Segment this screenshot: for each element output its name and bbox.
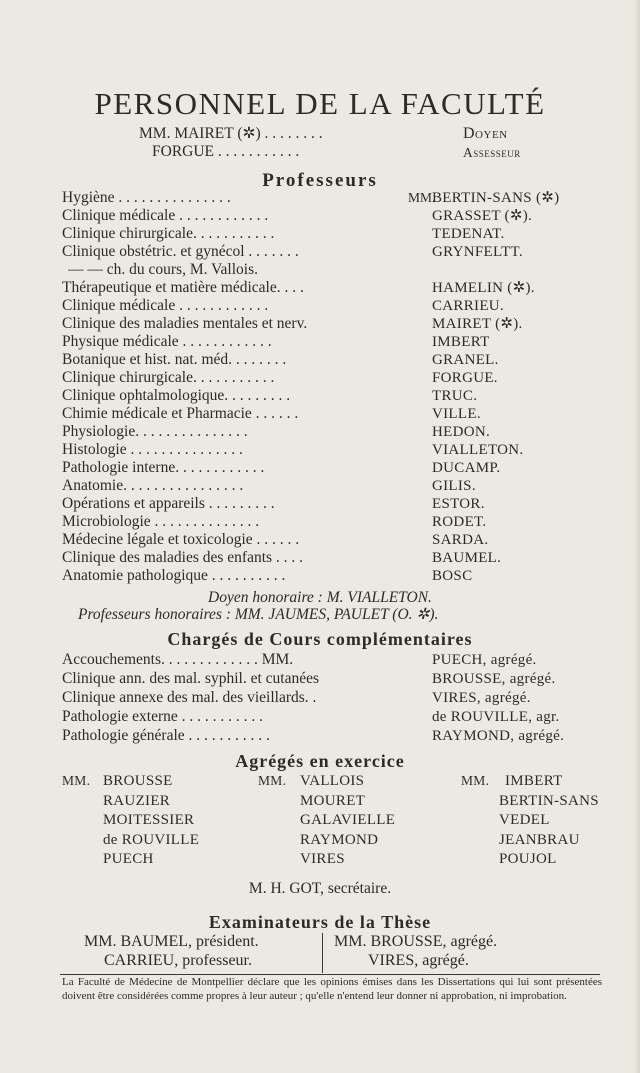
page-edge	[634, 0, 640, 1073]
professor-name: BAUMEL.	[432, 550, 502, 566]
professor-chair: Clinique chirurgicale. . . . . . . . . . .	[62, 369, 275, 386]
professor-chair: Anatomie. . . . . . . . . . . . . . . .	[62, 477, 244, 494]
course-lecturer: RAYMOND, agrégé.	[432, 728, 565, 744]
complementary-heading: Chargés de Cours complémentaires	[167, 629, 473, 649]
page-title: PERSONNEL DE LA FACULTÉ	[94, 86, 546, 121]
professor-name: CARRIEU.	[432, 298, 504, 314]
professor-name: RODET.	[432, 514, 487, 530]
professor-name: DUCAMP.	[432, 460, 501, 476]
honorary-professors: Professeurs honoraires : MM. JAUMES, PAULET (O. ✲).	[78, 606, 439, 623]
professor-name: TRUC.	[432, 388, 478, 404]
agrege-name: VALLOIS	[300, 773, 365, 789]
agrege-name: MOURET	[300, 792, 366, 809]
professor-name: HEDON.	[432, 424, 491, 440]
agreges-heading: Agrégés en exercice	[235, 751, 405, 771]
professor-chair: Clinique ophtalmologique. . . . . . . . .	[62, 387, 291, 404]
professor-name: GRANEL.	[432, 352, 499, 368]
course-lecturer: BROUSSE, agrégé.	[432, 671, 556, 687]
professor-chair: Microbiologie . . . . . . . . . . . . . .	[62, 513, 260, 530]
agrege-name: VEDEL	[499, 812, 550, 828]
assessor-role: Assesseur	[463, 145, 521, 160]
professor-name: SARDA.	[432, 532, 489, 548]
dean-role: Doyen	[463, 125, 508, 142]
professor-chair: Histologie . . . . . . . . . . . . . . .	[62, 441, 243, 458]
course-title: Pathologie générale . . . . . . . . . . .	[62, 727, 270, 744]
professor-chair: — — ch. du cours, M. Vallois.	[68, 261, 259, 278]
professor-name: MAIRET (✲).	[432, 316, 523, 332]
professor-chair: Physiologie. . . . . . . . . . . . . . .	[62, 423, 248, 440]
professor-chair: Opérations et appareils . . . . . . . . .	[62, 495, 275, 512]
agrege-name: PUECH	[103, 851, 154, 867]
professor-name: ESTOR.	[432, 496, 485, 512]
agrege-name: GALAVIELLE	[300, 812, 396, 828]
course-lecturer: PUECH, agrégé.	[432, 652, 537, 668]
assessor-name: FORGUE . . . . . . . . . . .	[152, 143, 300, 160]
professor-name: GRYNFELTT.	[432, 244, 523, 260]
honorary-dean: Doyen honoraire : M. VIALLETON.	[208, 589, 432, 606]
faculty-disclaimer: La Faculté de Médecine de Montpellier déclare que les opinions émises dans les Dissertations qui lui sont présentées doivent être considérées comme propres à leur auteur ; qu'elle n'entend leur donner ni approbation, ni improbation.	[62, 976, 602, 1002]
agreges-column-label: MM.	[461, 773, 490, 788]
agrege-name: RAYMOND	[300, 831, 379, 848]
agrege-name: MOITESSIER	[103, 812, 195, 828]
professor-chair: Botanique et hist. nat. méd. . . . . . . .	[62, 351, 287, 368]
course-lecturer: VIRES, agrégé.	[432, 690, 531, 706]
agrege-name: POUJOL	[499, 851, 557, 867]
professor-chair: Physique médicale . . . . . . . . . . . .	[62, 333, 272, 350]
professor-name: IMBERT	[432, 334, 490, 350]
professor-name: VIALLETON.	[432, 442, 524, 458]
examiner-president: MM. BAUMEL, président.	[84, 933, 259, 950]
professor-name: BOSC	[432, 568, 473, 584]
examiner-agrege-2: VIRES, agrégé.	[368, 952, 469, 969]
examiner-professor: CARRIEU, professeur.	[104, 952, 252, 969]
professor-name: HAMELIN (✲).	[432, 280, 535, 296]
agrege-name: JEANBRAU	[499, 831, 580, 848]
agrege-name: BERTIN-SANS	[499, 792, 599, 809]
examiner-agrege-1: MM. BROUSSE, agrégé.	[334, 933, 498, 950]
agrege-name: de ROUVILLE	[103, 831, 200, 848]
professor-name: VILLE.	[432, 406, 481, 422]
professor-name: TEDENAT.	[432, 226, 505, 242]
course-title: Clinique annexe des mal. des vieillards. .	[62, 689, 317, 706]
agrege-name: VIRES	[300, 851, 345, 867]
note-divider	[60, 974, 600, 975]
professor-name: GRASSET (✲).	[432, 208, 533, 224]
professor-chair: Clinique des maladies des enfants . . . .	[62, 549, 304, 566]
professor-chair: Thérapeutique et matière médicale. . . .	[62, 279, 304, 296]
course-lecturer: de ROUVILLE, agr.	[432, 709, 560, 725]
professor-chair: Clinique médicale . . . . . . . . . . . .	[62, 207, 269, 224]
agreges-column-label: MM.	[62, 773, 91, 788]
agreges-column-label: MM.	[258, 773, 287, 788]
professor-chair: Anatomie pathologique . . . . . . . . . .	[62, 567, 286, 584]
professor-name: GILIS.	[432, 478, 476, 494]
agrege-name: IMBERT	[505, 773, 563, 789]
examiners-heading: Examinateurs de la Thèse	[208, 912, 432, 932]
professor-name: FORGUE.	[432, 370, 498, 386]
course-title: Pathologie externe . . . . . . . . . . .	[62, 708, 264, 725]
secretary: M. H. GOT, secrétaire.	[248, 880, 392, 897]
professors-mm-label: MM.	[408, 190, 436, 205]
course-title: Clinique ann. des mal. syphil. et cutanées	[62, 670, 319, 687]
agrege-name: BROUSSE	[103, 773, 173, 789]
professor-chair: Clinique des maladies mentales et nerv.	[62, 315, 308, 332]
professor-chair: Clinique obstétric. et gynécol . . . . . . .	[62, 243, 299, 260]
professor-name: BERTIN-SANS (✲)	[432, 190, 560, 206]
course-title: Accouchements. . . . . . . . . . . . . MM.	[62, 651, 294, 668]
professor-chair: Hygiène . . . . . . . . . . . . . . .	[62, 189, 231, 206]
professor-chair: Chimie médicale et Pharmacie . . . . . .	[62, 405, 299, 422]
dean-name: MM. MAIRET (✲) . . . . . . . .	[139, 125, 323, 142]
examiners-divider	[322, 933, 323, 973]
agrege-name: RAUZIER	[103, 792, 171, 809]
professor-chair: Médecine légale et toxicologie . . . . . .	[62, 531, 300, 548]
professor-chair: Clinique chirurgicale. . . . . . . . . . .	[62, 225, 275, 242]
professor-chair: Pathologie interne. . . . . . . . . . . .	[62, 459, 265, 476]
professor-chair: Clinique médicale . . . . . . . . . . . .	[62, 297, 269, 314]
professors-heading: Professeurs	[262, 170, 378, 191]
